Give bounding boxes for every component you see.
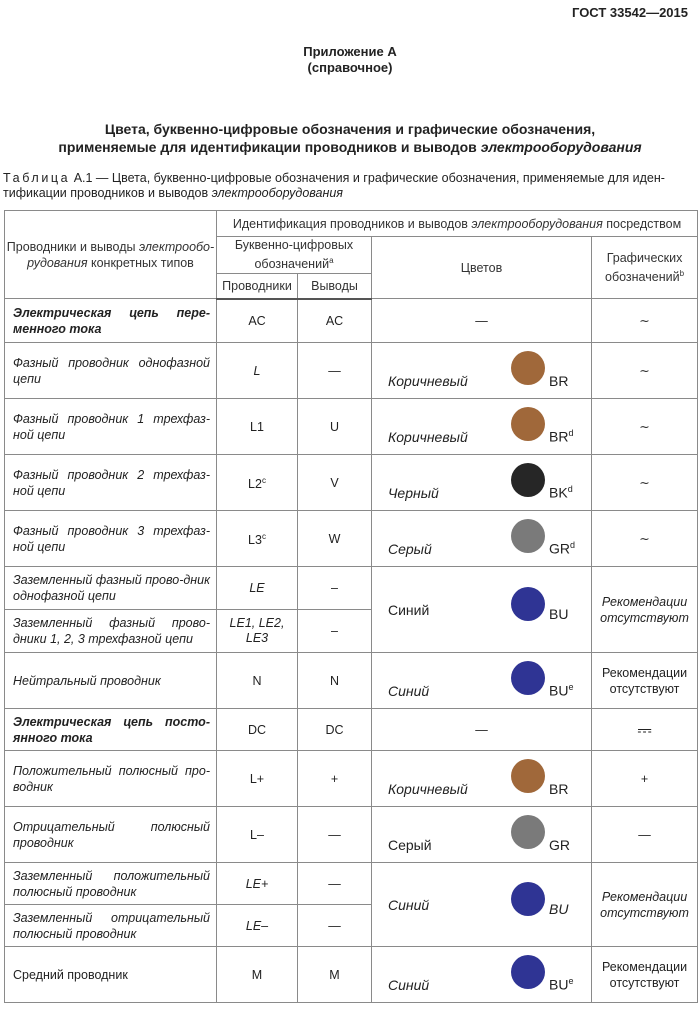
row-conductor-code: AC [217,299,298,343]
row-terminal-code: N [298,653,372,709]
color-name: Коричневый [388,373,468,389]
blue-color-swatch [511,661,545,695]
row-conductor-type: Нейтральный проводник [5,653,217,709]
table-row [5,709,698,751]
brown-color-swatch [511,759,545,793]
color-code: BU [549,900,569,917]
graphic-no-recommendation: Рекомендации отсутствуют [592,653,698,709]
appendix-title: Приложение А [303,44,397,59]
table-row [5,399,698,455]
header-terminals: Выводы [298,274,372,299]
graphic-no-recommendation: Рекомендации отсутствуют [592,947,698,1003]
row-color-cell [372,399,592,455]
row-conductor-type: Фазный проводник однофазной цепи [5,343,217,399]
color-name: Синий [388,977,430,993]
row-terminal-code: W [298,511,372,567]
table-row [5,653,698,709]
color-name: Синий [388,683,430,699]
row-conductor-code: LE– [217,905,298,947]
table-caption-line1: Таблица А.1 — Цвета, буквенно-цифровые обозначения и графические обозначения, применяемые для иден- [3,171,665,185]
row-color-cell [372,751,592,807]
header-colors: Цветов [372,237,592,299]
black-color-swatch [511,463,545,497]
row-conductor-type: Средний проводник [5,947,217,1003]
table-row [5,299,698,343]
row-conductor-type: Заземленный фазный прово-дник однофазной цепи [5,567,217,610]
row-conductor-type: Фазный проводник 2 трехфаз-ной цепи [5,455,217,511]
blue-color-swatch [511,587,545,621]
document-title-line1: Цвета, буквенно-цифровые обозначения и графические обозначения, [104,121,596,137]
row-conductor-type: Заземленный отрицательный полюсный проводник [5,905,217,947]
gray-color-swatch [511,519,545,553]
row-conductor-code: L1 [217,399,298,455]
document-title-line2: применяемые для идентификации проводников и выводов электрооборудования [58,139,642,155]
graphic-no-recommendation: Рекомендации отсутствуют [592,567,698,653]
row-color-cell [372,511,592,567]
color-code: GR [549,837,570,853]
table-row [5,567,698,610]
table-caption-line2: тификации проводников и выводов электрооборудования [3,186,343,200]
row-conductor-type: Электрическая цепь пере-менного тока [5,299,217,343]
ac-symbol: ∼ [592,511,698,567]
row-terminal-code: DC [298,709,372,751]
merged-color-cell [372,863,592,947]
color-name: Синий [388,896,430,913]
header-conductor-types: Проводники и выводы электрообо- рудования конкретных типов [5,211,217,299]
table-row [5,343,698,399]
row-conductor-code: L+ [217,751,298,807]
color-code: BU [549,605,569,622]
row-terminal-code: M [298,947,372,1003]
identification-table [4,210,698,1003]
standard-number: ГОСТ 33542—2015 [572,5,688,20]
row-terminal-code: — [298,343,372,399]
row-conductor-code: L [217,343,298,399]
row-terminal-code: – [298,610,372,653]
color-code: $BR^d$ [549,428,574,445]
color-code: $BK^d$ [549,484,573,501]
row-color-cell [372,343,592,399]
row-conductor-type: Отрицательный полюсный проводник [5,807,217,863]
plus-symbol: + [592,751,698,807]
color-name: Черный [388,485,439,501]
row-conductor-code: L2$^c$ [217,455,298,511]
row-conductor-code: LE [217,567,298,610]
table-caption-label: Таблица [3,171,71,185]
color-code: BR [549,373,569,389]
color-code: $BU^e$ [549,682,574,699]
row-conductor-type: Фазный проводник 1 трехфаз-ной цепи [5,399,217,455]
brown-color-swatch [511,407,545,441]
blue-color-swatch [511,955,545,989]
header-graphic: Графических обозначений$^b$ [592,237,698,299]
row-conductor-code: M [217,947,298,1003]
minus-symbol: — [592,807,698,863]
row-color-cell [372,947,592,1003]
ac-symbol: ∼ [592,455,698,511]
color-name: Коричневый [388,429,468,445]
blue-color-swatch [511,882,545,916]
row-conductor-code: LE1, LE2, LE3 [217,610,298,653]
header-conductors: Проводники [217,274,298,299]
table-row [5,455,698,511]
color-code: BR [549,781,569,797]
table-row [5,863,698,905]
row-terminal-code: + [298,751,372,807]
merged-color-cell [372,567,592,653]
row-terminal-code: — [298,905,372,947]
header-alphanumeric: Буквенно-цифровых обозначений$^a$ [217,237,372,274]
row-conductor-type: Электрическая цепь посто-янного тока [5,709,217,751]
row-color-cell [372,455,592,511]
ac-symbol: ∼ [592,343,698,399]
row-terminal-code: U [298,399,372,455]
color-code: $GR^d$ [549,540,576,557]
graphic-no-recommendation: Рекомендации отсутствуют [592,863,698,947]
row-conductor-type: Заземленный фазный прово-дники 1, 2, 3 трехфазной цепи [5,610,217,653]
ac-symbol: ∼ [592,299,698,343]
table-row [5,751,698,807]
row-color-text: — [372,299,592,343]
row-terminal-code: AC [298,299,372,343]
table-row [5,947,698,1003]
appendix-subtitle: (справочное) [307,60,393,75]
dc-symbol: ⎓ [592,709,698,751]
gray-color-swatch [511,815,545,849]
color-name: Синий [388,601,430,618]
brown-color-swatch [511,351,545,385]
header-identification: Идентификация проводников и выводов электрооборудования посредством [217,211,698,237]
row-conductor-type: Фазный проводник 3 трехфаз-ной цепи [5,511,217,567]
color-name: Серый [388,837,432,853]
row-terminal-code: V [298,455,372,511]
ac-symbol: ∼ [592,399,698,455]
row-conductor-code: LE+ [217,863,298,905]
table-row [5,807,698,863]
row-terminal-code: — [298,863,372,905]
row-conductor-type: Положительный полюсный про-водник [5,751,217,807]
row-conductor-code: N [217,653,298,709]
row-terminal-code: – [298,567,372,610]
color-name: Серый [388,541,432,557]
table-row [5,511,698,567]
color-code: $BU^e$ [549,976,574,993]
row-color-text: — [372,709,592,751]
row-color-cell [372,807,592,863]
color-name: Коричневый [388,781,468,797]
row-terminal-code: — [298,807,372,863]
row-conductor-code: DC [217,709,298,751]
row-conductor-code: L– [217,807,298,863]
row-conductor-code: L3$^c$ [217,511,298,567]
row-conductor-type: Заземленный положительный полюсный проводник [5,863,217,905]
row-color-cell [372,653,592,709]
